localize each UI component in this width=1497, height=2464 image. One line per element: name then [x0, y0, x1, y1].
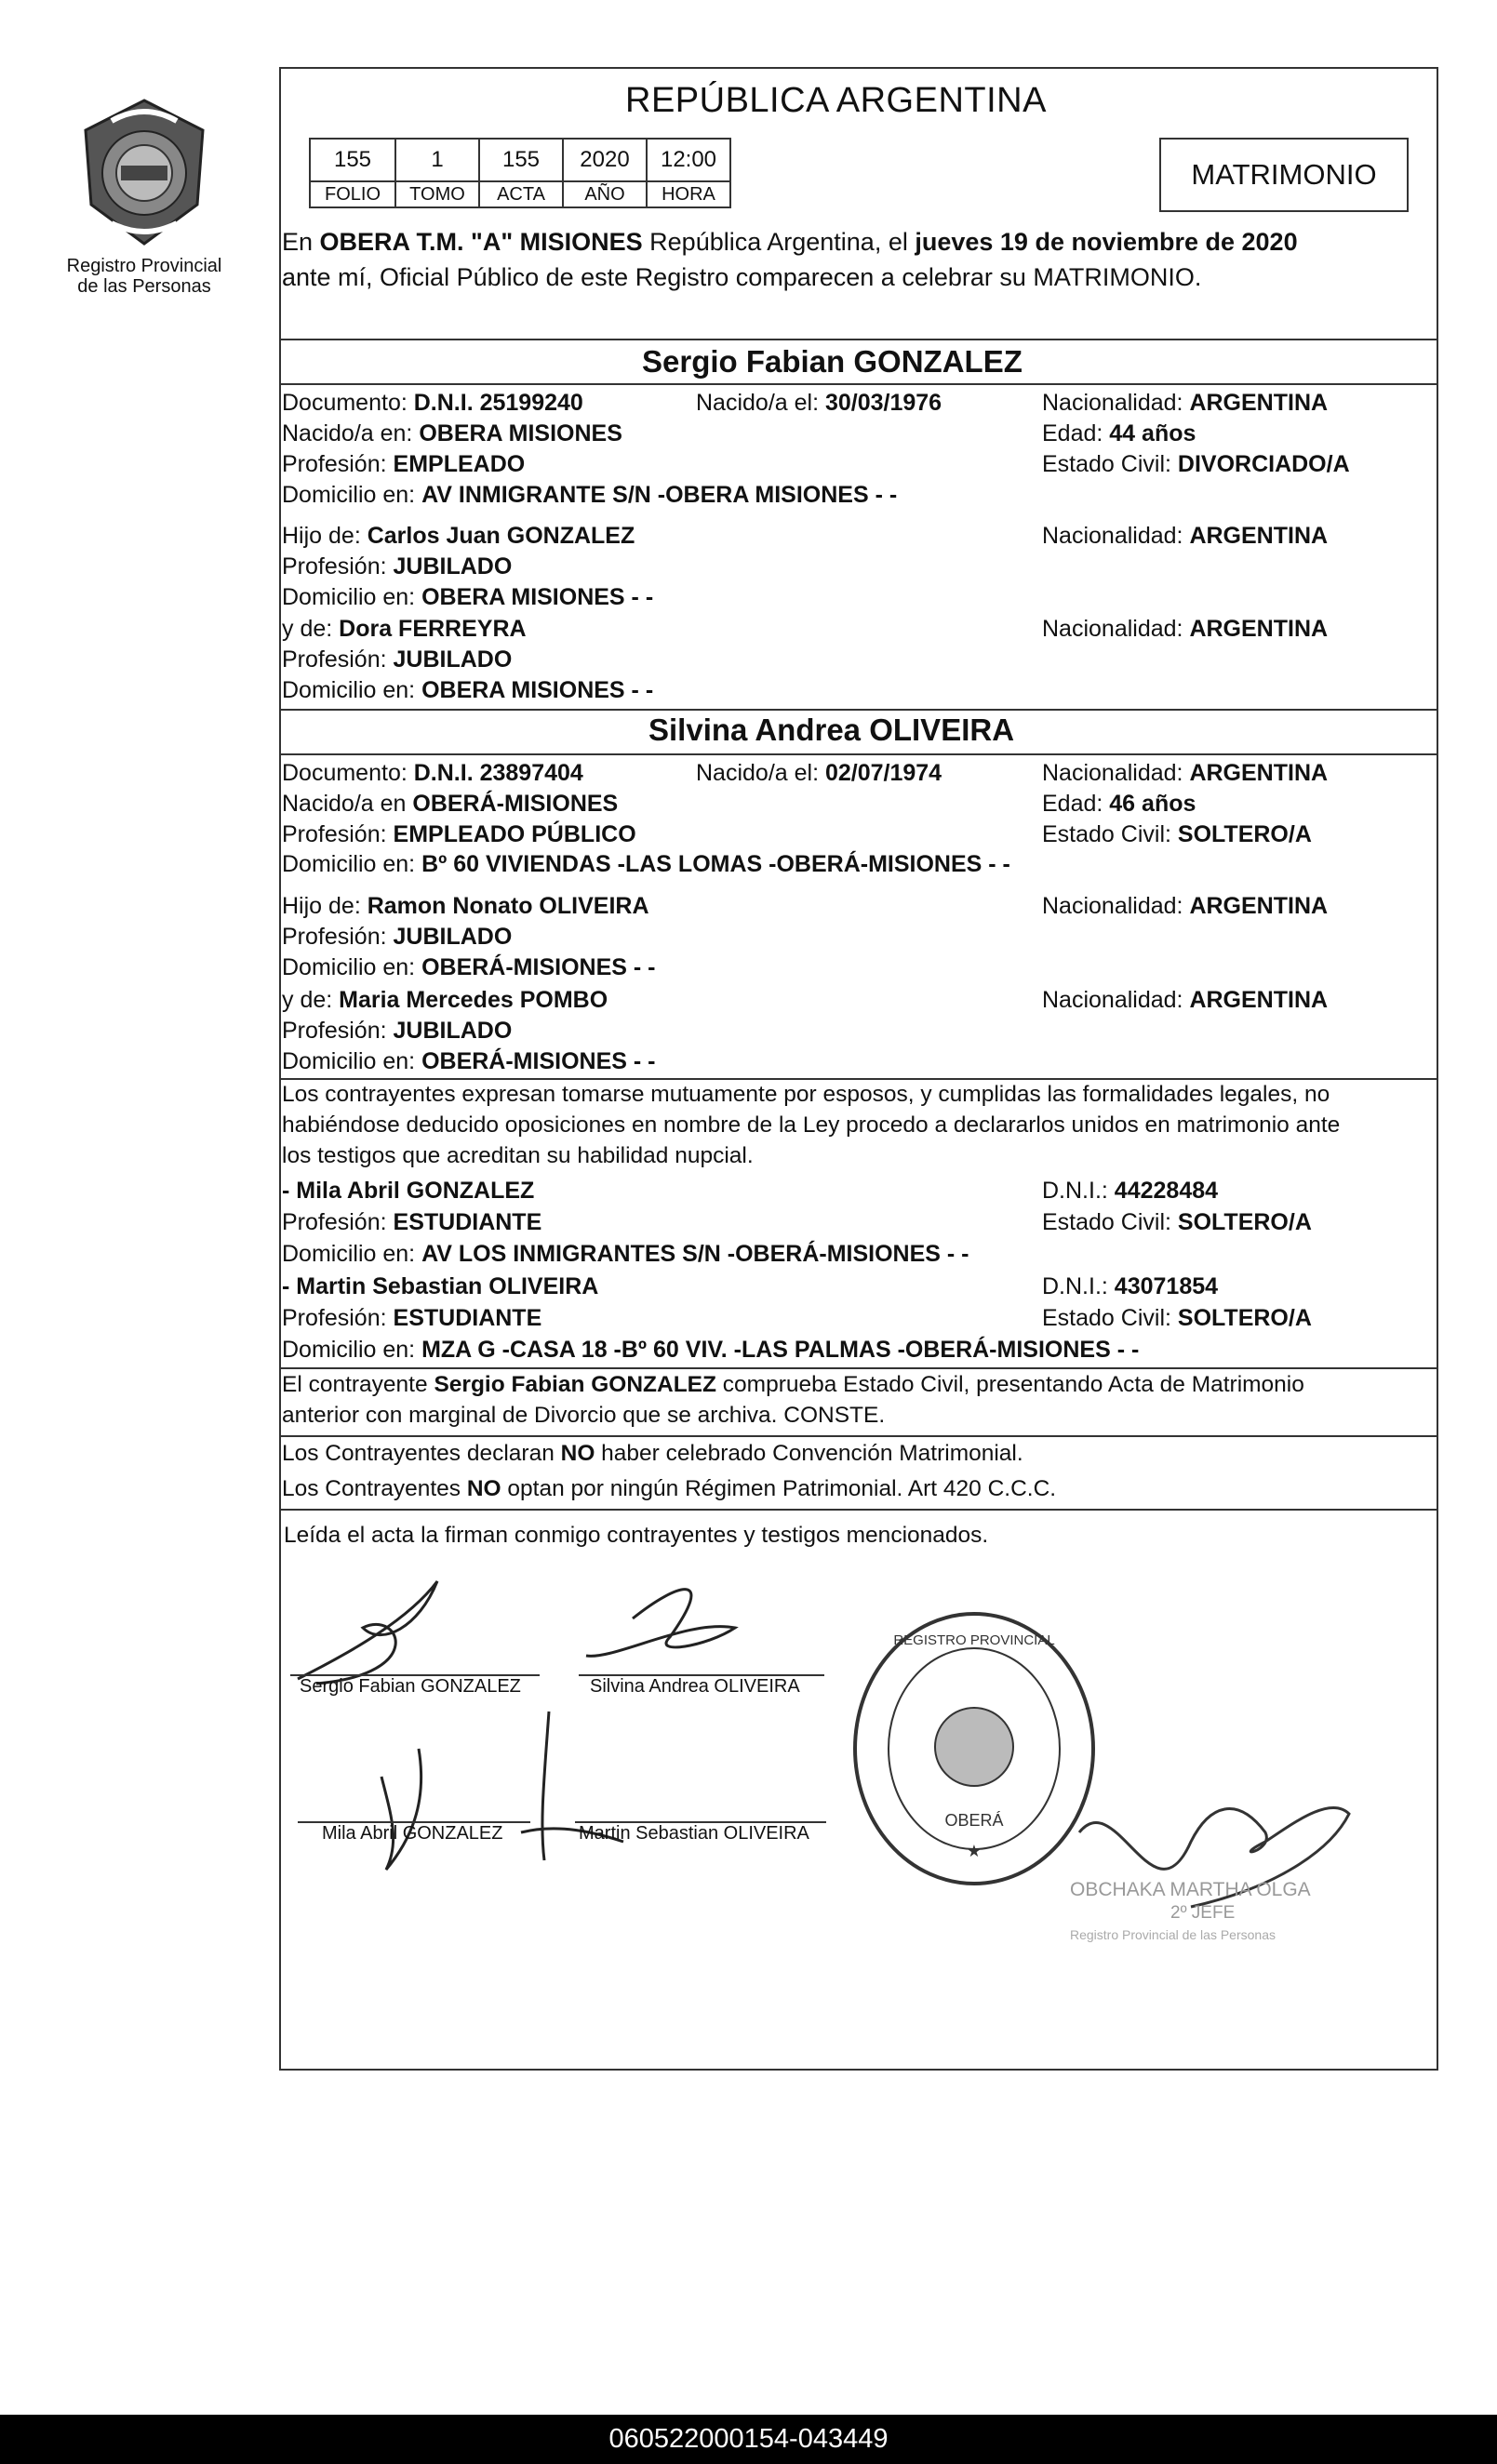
acta-label: ACTA — [479, 181, 563, 207]
spouse2-civil-status: Estado Civil: SOLTERO/A — [1042, 821, 1312, 847]
anio-label: AÑO — [563, 181, 647, 207]
declaration-line1: Los contrayentes expresan tomarse mutuamente por esposos, y cumplidas las formalidades legales, no — [282, 1082, 1330, 1107]
spouse2-mother-address: Domicilio en: OBERÁ-MISIONES - - — [282, 1048, 656, 1074]
registry-line2: de las Personas — [77, 276, 211, 297]
divider — [279, 1509, 1438, 1511]
signature-scribbles — [279, 1563, 837, 1898]
spouse2-doc: Documento: D.N.I. 23897404 — [282, 760, 583, 786]
declaration-line2: habiéndose deducido oposiciones en nombre de la Ley procedo a declararlos unidos en matrimonio ante — [282, 1112, 1341, 1138]
witness1-dni: D.N.I.: 44228484 — [1042, 1178, 1219, 1204]
intro-prefix: En — [282, 228, 320, 256]
convention-line2: Los Contrayentes NO optan por ningún Régimen Patrimonial. Art 420 C.C.C. — [282, 1476, 1057, 1501]
convention-line1: Los Contrayentes declaran NO haber celebrado Convención Matrimonial. — [282, 1441, 1023, 1466]
spouse2-father: Hijo de: Ramon Nonato OLIVEIRA — [282, 893, 649, 919]
spouse1-profession: Profesión: EMPLEADO — [282, 451, 526, 477]
spouse2-birthdate: Nacido/a el: 02/07/1974 — [696, 760, 942, 786]
spouse1-father: Hijo de: Carlos Juan GONZALEZ — [282, 523, 635, 549]
document-code: 060522000154-043449 — [0, 2415, 1497, 2464]
folio-label: FOLIO — [310, 181, 395, 207]
spouse2-profession: Profesión: EMPLEADO PÚBLICO — [282, 821, 636, 847]
spouse2-mother-nationality: Nacionalidad: ARGENTINA — [1042, 987, 1329, 1013]
spouse2-father-address: Domicilio en: OBERÁ-MISIONES - - — [282, 954, 656, 980]
spouse2-father-profession: Profesión: JUBILADO — [282, 924, 513, 950]
witness1-address: Domicilio en: AV LOS INMIGRANTES S/N -OBERÁ-MISIONES - - — [282, 1241, 969, 1267]
intro-line2: ante mí, Oficial Público de este Registro comparecen a celebrar su MATRIMONIO. — [282, 263, 1202, 291]
divider — [279, 339, 1438, 340]
witness2-name: - Martin Sebastian OLIVEIRA — [282, 1273, 599, 1299]
witness2-dni: D.N.I.: 43071854 — [1042, 1273, 1219, 1299]
divorce-note-line2: anterior con marginal de Divorcio que se archiva. CONSTE. — [282, 1403, 886, 1428]
declaration-line3: los testigos que acreditan su habilidad nupcial. — [282, 1143, 754, 1168]
spouse2-address: Domicilio en: Bº 60 VIVIENDAS -LAS LOMAS -OBERÁ-MISIONES - - — [282, 851, 1010, 877]
spouse2-name: Silvina Andrea OLIVEIRA — [648, 713, 1015, 747]
spouse2-birthplace: Nacido/a en OBERÁ-MISIONES — [282, 791, 619, 817]
witness1-civil-status: Estado Civil: SOLTERO/A — [1042, 1209, 1312, 1235]
spouse1-mother-address: Domicilio en: OBERA MISIONES - - — [282, 677, 654, 703]
witness1-profession: Profesión: ESTUDIANTE — [282, 1209, 542, 1235]
witness2-address: Domicilio en: MZA G -CASA 18 -Bº 60 VIV. -LAS PALMAS -OBERÁ-MISIONES - - — [282, 1337, 1140, 1363]
spouse1-birthplace: Nacido/a en: OBERA MISIONES — [282, 420, 622, 446]
tomo-value: 1 — [395, 139, 479, 181]
registry-line1: Registro Provincial — [66, 256, 222, 276]
country-title: REPÚBLICA ARGENTINA — [625, 81, 1047, 120]
hora-value: 12:00 — [647, 139, 730, 181]
signature-label-spouse2: Silvina Andrea OLIVEIRA — [590, 1676, 800, 1697]
intro-mid: República Argentina, el — [642, 228, 916, 256]
spouse1-father-address: Domicilio en: OBERA MISIONES - - — [282, 584, 654, 610]
spouse1-address: Domicilio en: AV INMIGRANTE S/N -OBERA MISIONES - - — [282, 482, 898, 508]
registry-caption — [56, 256, 233, 297]
tomo-label: TOMO — [395, 181, 479, 207]
spouse1-mother-nationality: Nacionalidad: ARGENTINA — [1042, 616, 1329, 642]
officer-title: 2º JEFE — [1170, 1903, 1236, 1923]
spouse2-father-nationality: Nacionalidad: ARGENTINA — [1042, 893, 1329, 919]
spouse2-mother: y de: Maria Mercedes POMBO — [282, 987, 608, 1013]
intro-place: OBERA T.M. "A" MISIONES — [319, 228, 643, 256]
provincial-logo — [74, 93, 214, 251]
signature-label-witness1: Mila Abril GONZALEZ — [322, 1823, 503, 1844]
intro-date: jueves 19 de noviembre de 2020 — [915, 228, 1298, 256]
officer-name: OBCHAKA MARTHA OLGA — [1070, 1879, 1311, 1900]
record-table — [309, 138, 731, 208]
divider — [279, 709, 1438, 711]
divider — [279, 1435, 1438, 1437]
intro-line1 — [282, 228, 1298, 256]
anio-value: 2020 — [563, 139, 647, 181]
signature-label-witness2: Martin Sebastian OLIVEIRA — [579, 1823, 809, 1844]
signature-label-spouse1: Sergio Fabian GONZALEZ — [300, 1676, 521, 1697]
closing-text: Leída el acta la firman conmigo contrayentes y testigos mencionados. — [284, 1523, 989, 1548]
spouse1-father-profession: Profesión: JUBILADO — [282, 553, 513, 579]
hora-label: HORA — [647, 181, 730, 207]
witness2-profession: Profesión: ESTUDIANTE — [282, 1305, 542, 1331]
divorce-note-line1: El contrayente Sergio Fabian GONZALEZ comprueba Estado Civil, presentando Acta de Matrimonio — [282, 1372, 1304, 1397]
witness1-name: - Mila Abril GONZALEZ — [282, 1178, 535, 1204]
spouse1-doc: Documento: D.N.I. 25199240 — [282, 390, 583, 416]
spouse1-birthdate: Nacido/a el: 30/03/1976 — [696, 390, 942, 416]
spouse1-age: Edad: 44 años — [1042, 420, 1196, 446]
type-label: MATRIMONIO — [1159, 138, 1409, 212]
witness2-civil-status: Estado Civil: SOLTERO/A — [1042, 1305, 1312, 1331]
svg-text:★: ★ — [966, 1842, 982, 1860]
officer-org: Registro Provincial de las Personas — [1070, 1927, 1276, 1942]
svg-text:OBERÁ: OBERÁ — [944, 1811, 1004, 1830]
spouse1-mother: y de: Dora FERREYRA — [282, 616, 527, 642]
acta-value: 155 — [479, 139, 563, 181]
svg-text:REGISTRO PROVINCIAL: REGISTRO PROVINCIAL — [893, 1632, 1055, 1648]
spouse2-age: Edad: 46 años — [1042, 791, 1196, 817]
spouse1-name: Sergio Fabian GONZALEZ — [642, 344, 1023, 379]
divider — [279, 383, 1438, 385]
spouse2-mother-profession: Profesión: JUBILADO — [282, 1018, 513, 1044]
divider — [279, 1367, 1438, 1369]
spouse1-father-nationality: Nacionalidad: ARGENTINA — [1042, 523, 1329, 549]
spouse2-nationality: Nacionalidad: ARGENTINA — [1042, 760, 1329, 786]
folio-value: 155 — [310, 139, 395, 181]
spouse1-mother-profession: Profesión: JUBILADO — [282, 646, 513, 673]
spouse1-nationality: Nacionalidad: ARGENTINA — [1042, 390, 1329, 416]
spouse1-civil-status: Estado Civil: DIVORCIADO/A — [1042, 451, 1350, 477]
divider — [279, 1078, 1438, 1080]
divider — [279, 753, 1438, 755]
